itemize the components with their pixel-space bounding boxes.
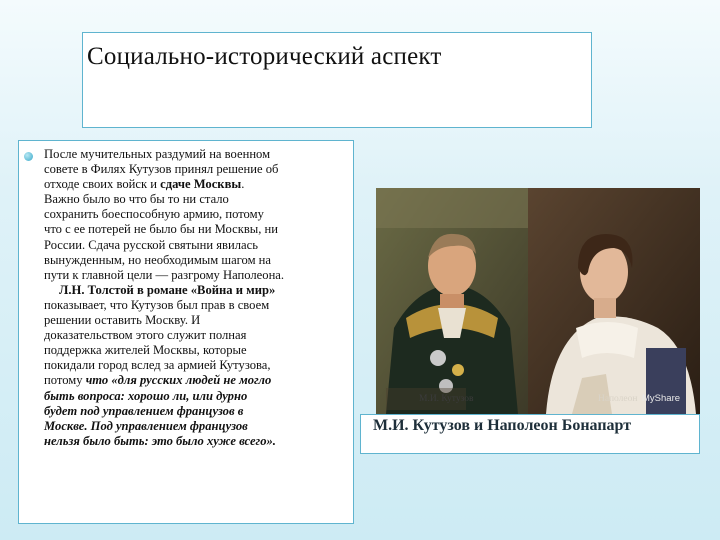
portraits-image	[376, 188, 700, 414]
portraits-illustration	[376, 188, 700, 414]
body-line: России. Сдача русской святыни явилась	[44, 237, 258, 252]
quote-line	[44, 434, 356, 449]
body-line: доказательством этого служит полная	[44, 328, 247, 343]
body-line: решении оставить Москву. И	[44, 313, 201, 328]
body-line: пути к главной цели — разгрому Наполеона.	[44, 267, 285, 282]
napoleon-portrait-label: Наполеон	[598, 394, 638, 404]
quote-line	[44, 419, 356, 434]
caption-box	[360, 414, 700, 454]
body-text	[44, 147, 356, 449]
quote-text: Москве. Под управлением французов	[44, 418, 248, 433]
slide-title: Социально-исторический аспект	[87, 43, 442, 70]
body-line-text: .	[241, 177, 245, 192]
body-line	[44, 177, 356, 192]
body-line	[44, 373, 356, 388]
kutuzov-portrait	[376, 188, 528, 414]
body-text-box	[18, 140, 354, 524]
body-line: Важно было во что бы то ни стало	[44, 192, 229, 207]
body-line: После мучительных раздумий на военном	[44, 147, 271, 161]
body-line: сохранить боеспособную армию, потому	[44, 207, 264, 222]
body-line-bold: сдаче Москвы	[160, 177, 242, 192]
quote-text: будет под управлением французов в	[44, 403, 244, 418]
napoleon-portrait	[528, 188, 700, 414]
body-line-text: отходе своих войск и	[44, 177, 161, 192]
body-line: поддержка жителей Москвы, которые	[44, 343, 247, 358]
body-line: показывает, что Кутузов был прав в своем	[44, 297, 270, 312]
tolstoy-reference: Л.Н. Толстой в романе «Война и мир»	[59, 282, 276, 297]
body-line: совете в Филях Кутузов принял решение об	[44, 162, 279, 177]
bullet-icon	[24, 152, 33, 161]
body-line: что с ее потерей не было бы ни Москвы, ни	[44, 222, 279, 237]
quote-text: нельзя было быть: это было хуже всего».	[44, 433, 276, 448]
quote-line	[44, 404, 356, 419]
body-line: покидали город вслед за армией Кутузова,	[44, 358, 271, 373]
body-line	[44, 283, 356, 298]
portrait-caption: М.И. Кутузов и Наполеон Бонапарт	[373, 417, 632, 434]
kutuzov-portrait-label: М.И. Кутузов	[419, 394, 474, 404]
watermark: MyShare	[642, 393, 681, 404]
body-line-text: потому	[44, 373, 86, 388]
quote-text: что «для русских людей не могло	[85, 373, 272, 388]
title-box	[82, 32, 592, 128]
quote-line	[44, 389, 356, 404]
body-line: вынужденным, но необходимым шагом на	[44, 252, 272, 267]
quote-text: быть вопроса: хорошо ли, или дурно	[44, 388, 248, 403]
